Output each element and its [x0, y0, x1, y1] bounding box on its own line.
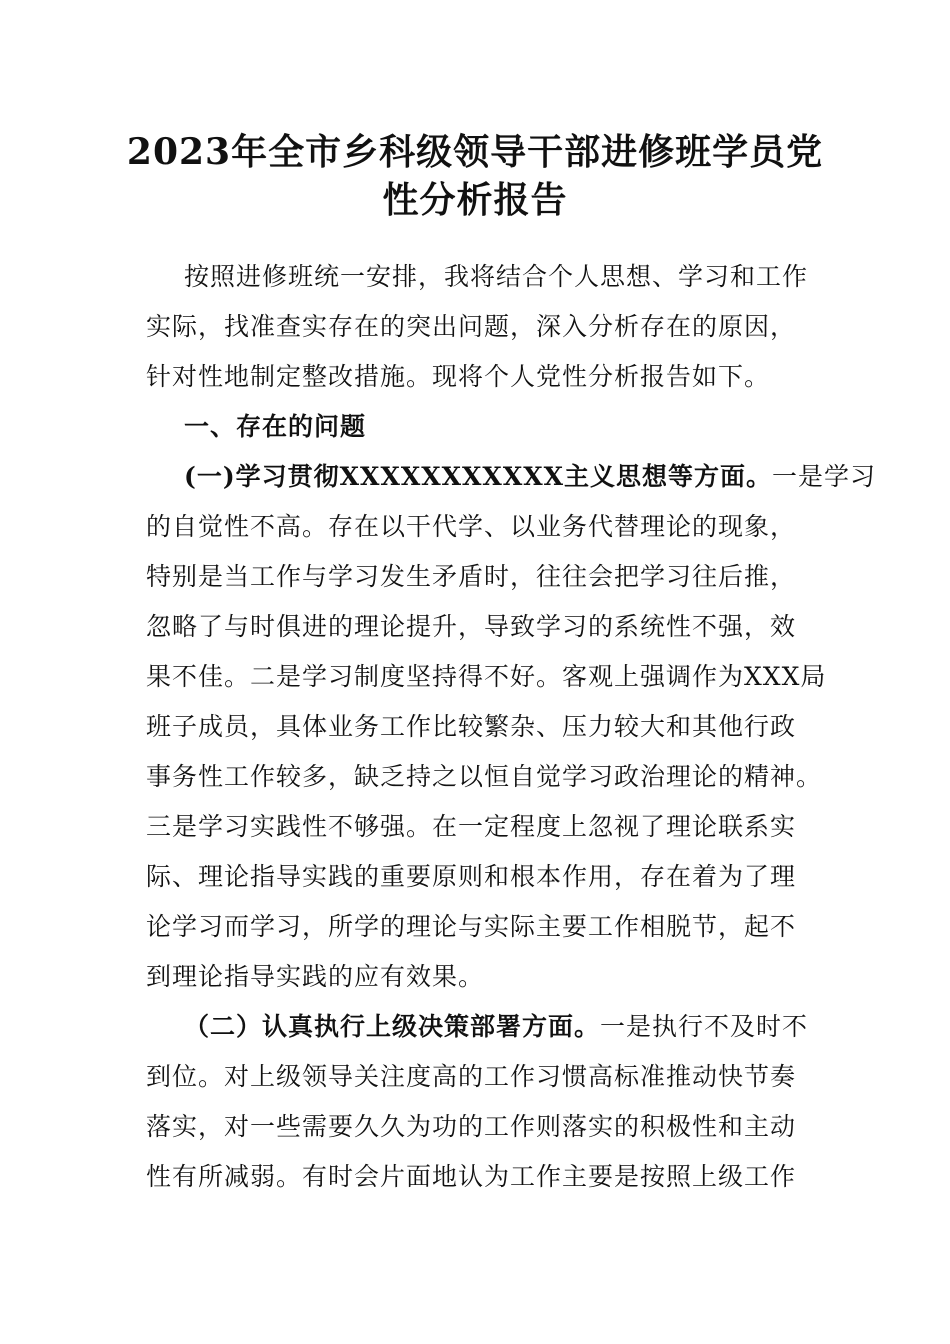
paragraph-line: 事务性工作较多，缺乏持之以恒自觉学习政治理论的精神。 [146, 762, 823, 791]
paragraph-line: 班子成员，具体业务工作比较繁杂、压力较大和其他行政 [146, 712, 797, 741]
subsection-text: 一是执行不及时不 [600, 1012, 809, 1041]
title-line-2: 性分析报告 [382, 179, 568, 221]
paragraph-line: 果不佳。二是学习制度坚持得不好。客观上强调作为XXX局 [146, 662, 827, 691]
paragraph-line: 的自觉性不高。存在以干代学、以业务代替理论的现象， [146, 512, 797, 541]
paragraph-line: 际、理论指导实践的重要原则和根本作用，存在着为了理 [146, 862, 797, 891]
paragraph-line: 三是学习实践性不够强。在一定程度上忽视了理论联系实 [146, 812, 797, 841]
title-line-1: 2023年全市乡科级领导干部进修班学员党 [126, 131, 824, 173]
section-heading-problems: 一、存在的问题 [184, 412, 367, 441]
intro-line: 针对性地制定整改措施。现将个人党性分析报告如下。 [146, 362, 771, 391]
subsection-first-line [146, 1002, 808, 1052]
subsection-study [146, 452, 877, 1002]
paragraph-line: 论学习而学习，所学的理论与实际主要工作相脱节，起不 [146, 912, 797, 941]
intro-paragraph [146, 252, 808, 402]
intro-line: 按照进修班统一安排，我将结合个人思想、学习和工作 [184, 262, 809, 291]
paragraph-line: 特别是当工作与学习发生矛盾时，往往会把学习往后推， [146, 562, 797, 591]
paragraph-line: 性有所减弱。有时会片面地认为工作主要是按照上级工作 [146, 1162, 797, 1191]
document-body [146, 252, 877, 1202]
subsection-heading: （二）认真执行上级决策部署方面。 [184, 1012, 601, 1041]
paragraph-line: 忽略了与时俱进的理论提升，导致学习的系统性不强，效 [146, 612, 797, 641]
subsection-decisions [146, 1002, 808, 1202]
subsection-text: 一是学习 [772, 462, 877, 491]
paragraph-line: 落实，对一些需要久久为功的工作则落实的积极性和主动 [146, 1112, 797, 1141]
paragraph-line: 到理论指导实践的应有效果。 [146, 962, 485, 991]
subsection-heading: (一)学习贯彻XXXXXXXXXXX主义思想等方面。 [184, 462, 773, 491]
paragraph-line: 到位。对上级领导关注度高的工作习惯高标准推动快节奏 [146, 1062, 797, 1091]
document-title [100, 128, 850, 224]
subsection-first-line [146, 452, 877, 502]
intro-line: 实际，找准查实存在的突出问题，深入分析存在的原因， [146, 312, 797, 341]
